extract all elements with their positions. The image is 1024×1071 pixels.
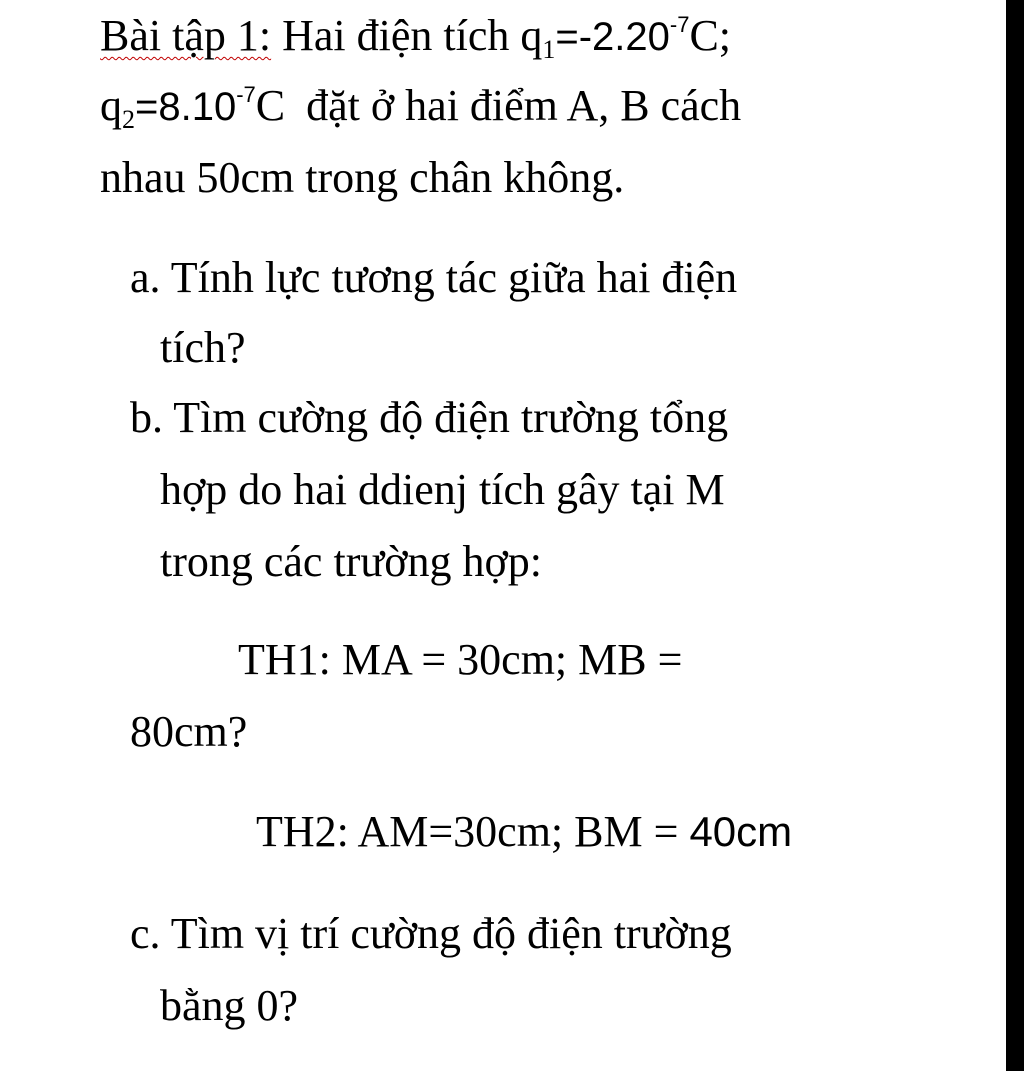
q2-exponent: -7 xyxy=(236,82,256,107)
case-1-line-1: TH1: MA = 30cm; MB = xyxy=(238,635,683,684)
q1-symbol: q xyxy=(520,11,543,60)
exercise-line-3: nhau 50cm trong chân không. xyxy=(100,153,625,202)
part-b-line-3: trong các trường hợp: xyxy=(160,537,542,586)
q1-index: 1 xyxy=(542,35,556,64)
q2-value: =8.10 xyxy=(135,85,237,129)
q1-unit: C; xyxy=(689,11,732,60)
q2-index: 2 xyxy=(122,105,135,134)
exercise-title: Bài tập 1: xyxy=(100,11,272,60)
part-b-line-2: hợp do hai ddienj tích gây tại M xyxy=(160,465,725,514)
part-b-line-1: b. Tìm cường độ điện trường tổng xyxy=(130,393,729,442)
case-2-line xyxy=(256,807,793,856)
q1-value: =-2.20 xyxy=(555,15,670,59)
part-a-line-1: a. Tính lực tương tác giữa hai điện xyxy=(130,253,738,302)
exercise-line-2 xyxy=(100,81,742,134)
case-1-line-2: 80cm? xyxy=(130,707,248,756)
exercise-line-1 xyxy=(100,11,732,64)
part-c-line-1: c. Tìm vị trí cường độ điện trường xyxy=(130,909,732,958)
q2-unit: C xyxy=(255,81,286,130)
charge-q1 xyxy=(520,11,732,64)
case-2-label: TH2: AM=30cm; BM = xyxy=(256,807,679,856)
case-2-value: 40cm xyxy=(689,808,793,855)
q2-symbol: q xyxy=(100,81,122,130)
charge-q2 xyxy=(100,81,286,134)
exercise-intro-text: Hai điện tích xyxy=(282,11,510,60)
part-a-line-2: tích? xyxy=(160,323,246,372)
q1-exponent: -7 xyxy=(669,12,690,37)
exercise-line-2-text: đặt ở hai điểm A, B cách xyxy=(306,81,742,130)
part-c-line-2: bằng 0? xyxy=(160,981,299,1030)
